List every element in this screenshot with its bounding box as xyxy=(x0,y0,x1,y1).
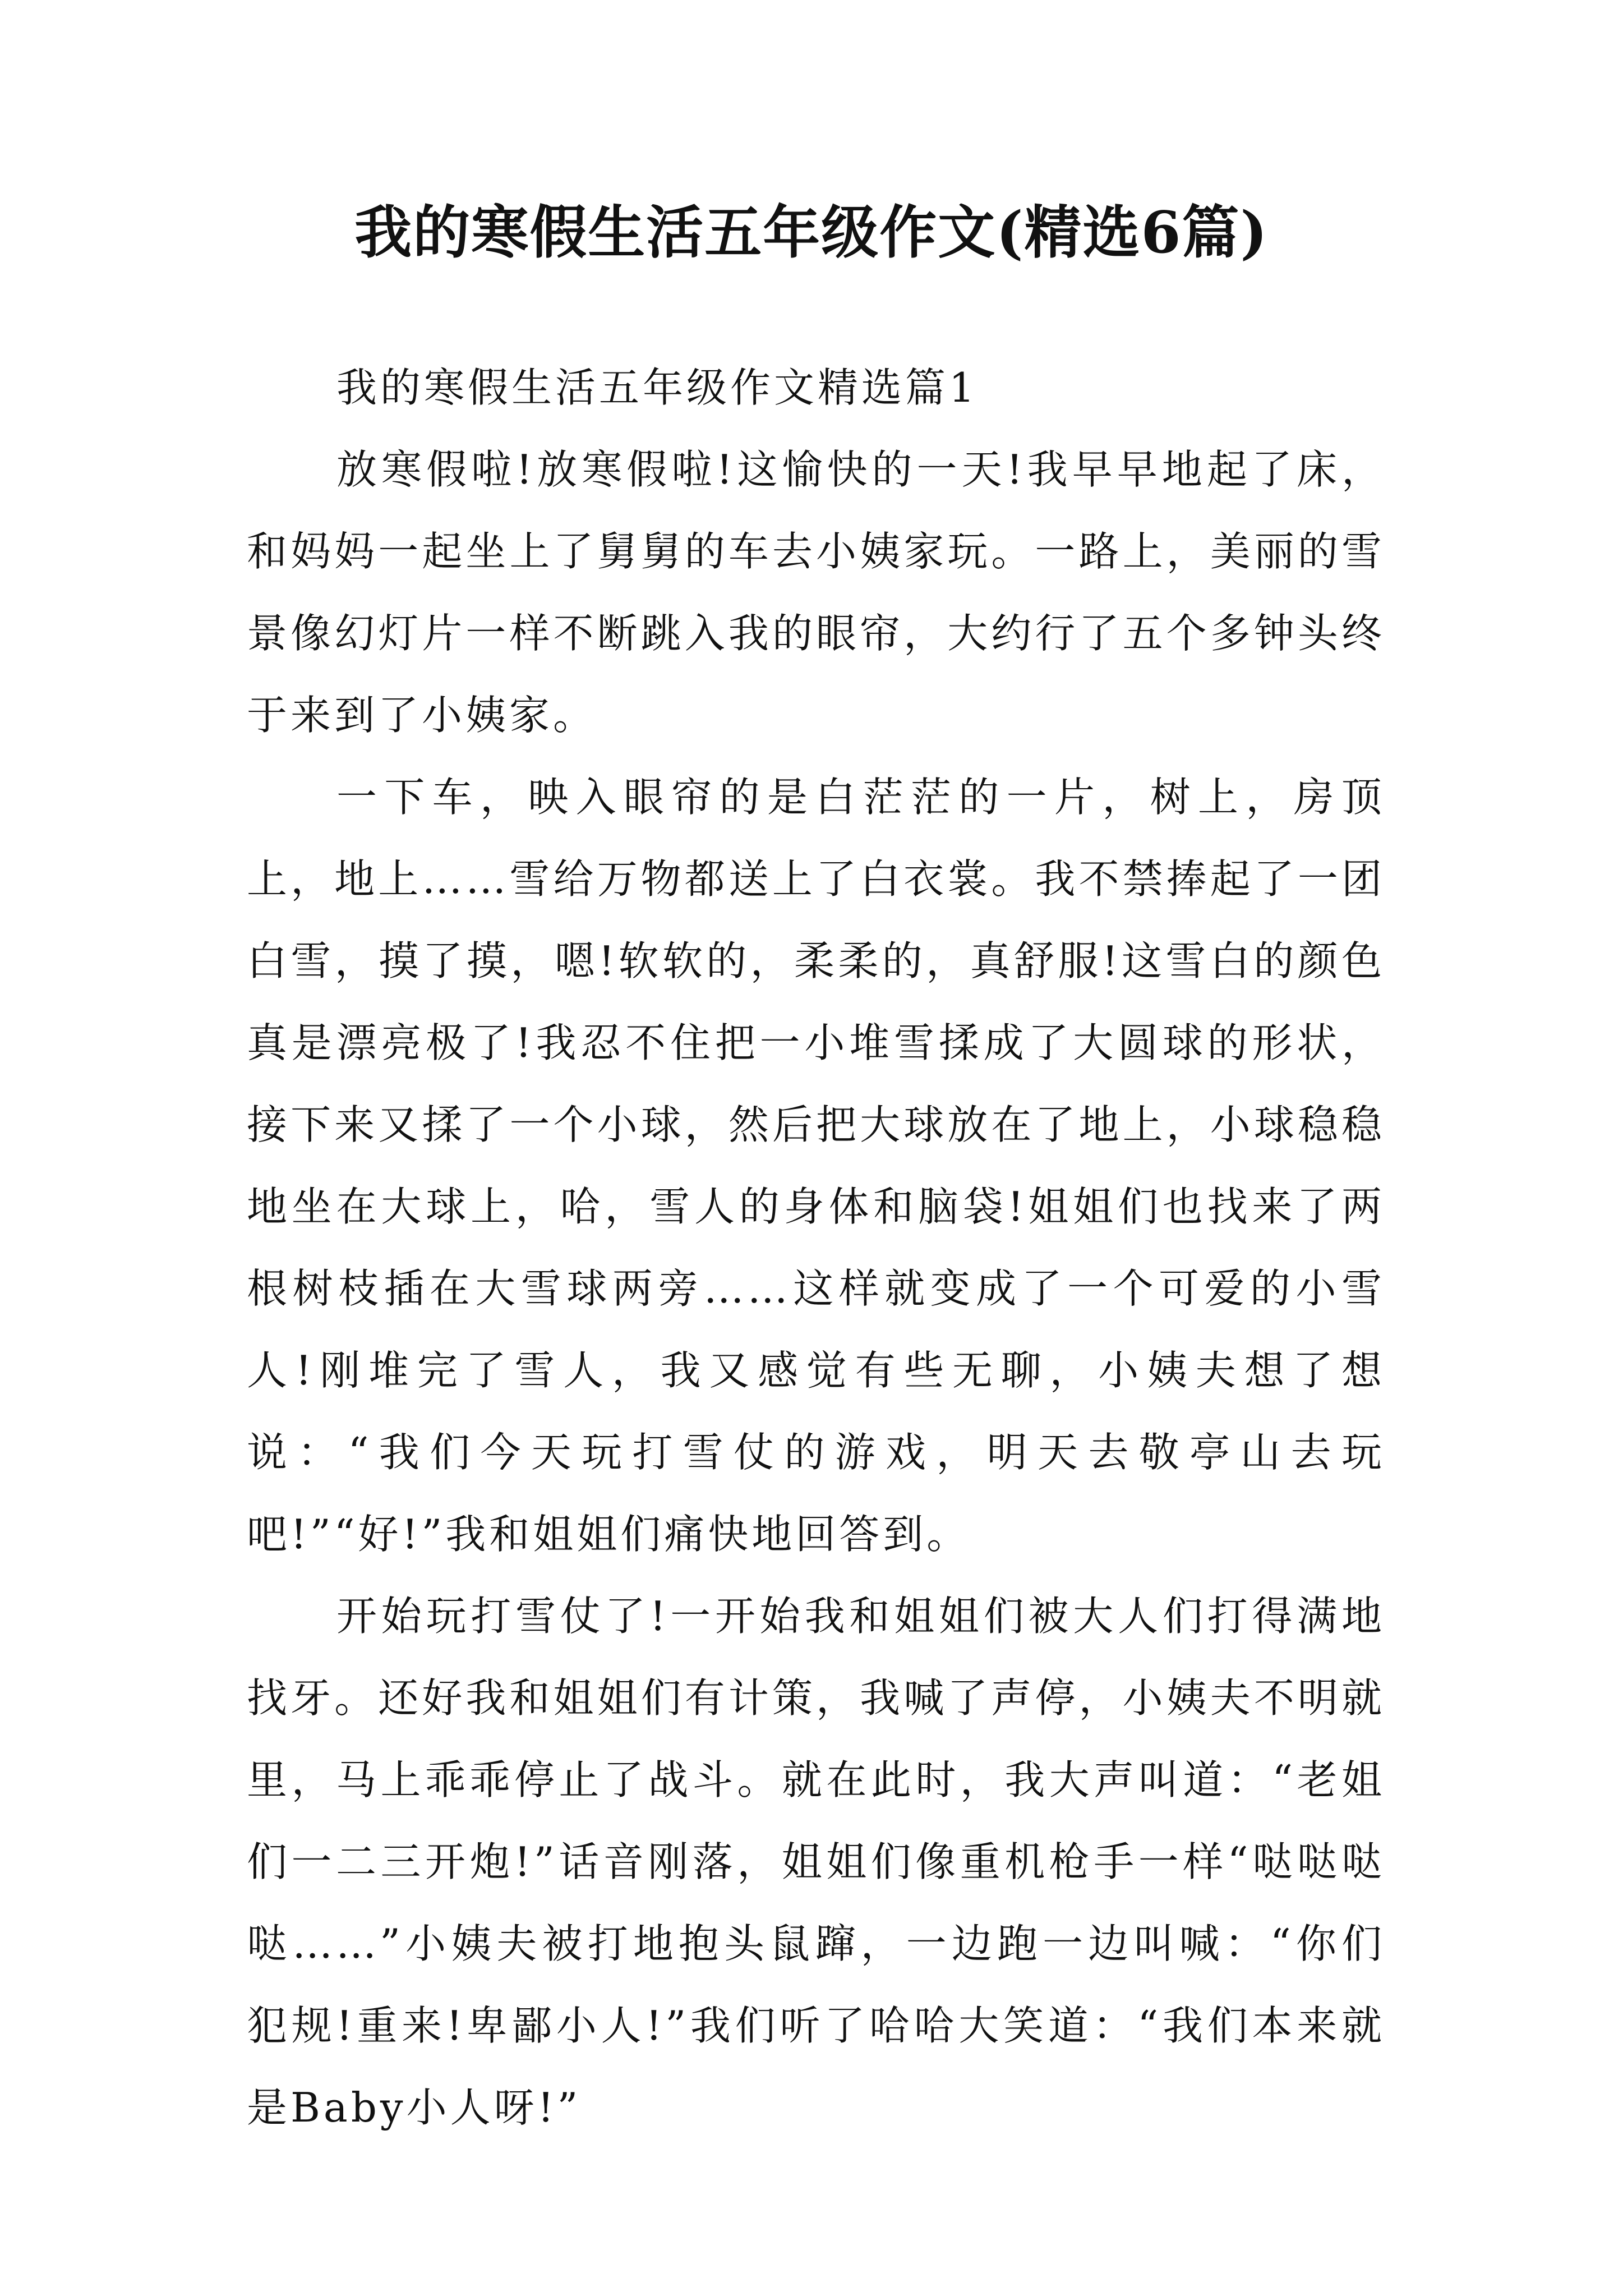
paragraph-1: 放寒假啦!放寒假啦!这愉快的一天!我早早地起了床，和妈妈一起坐上了舅舅的车去小姨家玩。一路上，美丽的雪景像幻灯片一样不断跳入我的眼帘，大约行了五个多钟头终于来到了小姨家。 xyxy=(247,446,1385,739)
section-heading: 我的寒假生活五年级作文精选篇1 xyxy=(336,364,978,411)
paragraph-2: 一下车，映入眼帘的是白茫茫的一片，树上，房顶上，地上……雪给万物都送上了白衣裳。我不禁捧起了一团白雪，摸了摸，嗯!软软的，柔柔的，真舒服!这雪白的颜色真是漂亮极了!我忍不住把一小堆雪揉成了大圆球的形状，接下来又揉了一个小球，然后把大球放在了地上，小球稳稳地坐在大球上，哈，雪人的身体和脑袋!姐姐们也找来了两根树枝插在大雪球两旁……这样就变成了一个可爱的小雪人!刚堆完了雪人，我又感觉有些无聊，小姨夫想了想说：“我们今天玩打雪仗的游戏，明天去敬亭山去玩吧!”“好!”我和姐姐们痛快地回答到。 xyxy=(247,774,1385,1558)
document-body xyxy=(247,347,1385,2148)
document-title: 我的寒假生活五年级作文(精选6篇) xyxy=(354,199,1269,266)
paragraph-3: 开始玩打雪仗了!一开始我和姐姐们被大人们打得满地找牙。还好我和姐姐们有计策，我喊了声停，小姨夫不明就里，马上乖乖停止了战斗。就在此时，我大声叫道：“老姐们一二三开炮!”话音刚落，姐姐们像重机枪手一样“哒哒哒哒……”小姨夫被打地抱头鼠蹿，一边跑一边叫喊：“你们犯规!重来!卑鄙小人!”我们听了哈哈大笑道：“我们本来就是Baby小人呀!” xyxy=(247,1593,1385,2131)
